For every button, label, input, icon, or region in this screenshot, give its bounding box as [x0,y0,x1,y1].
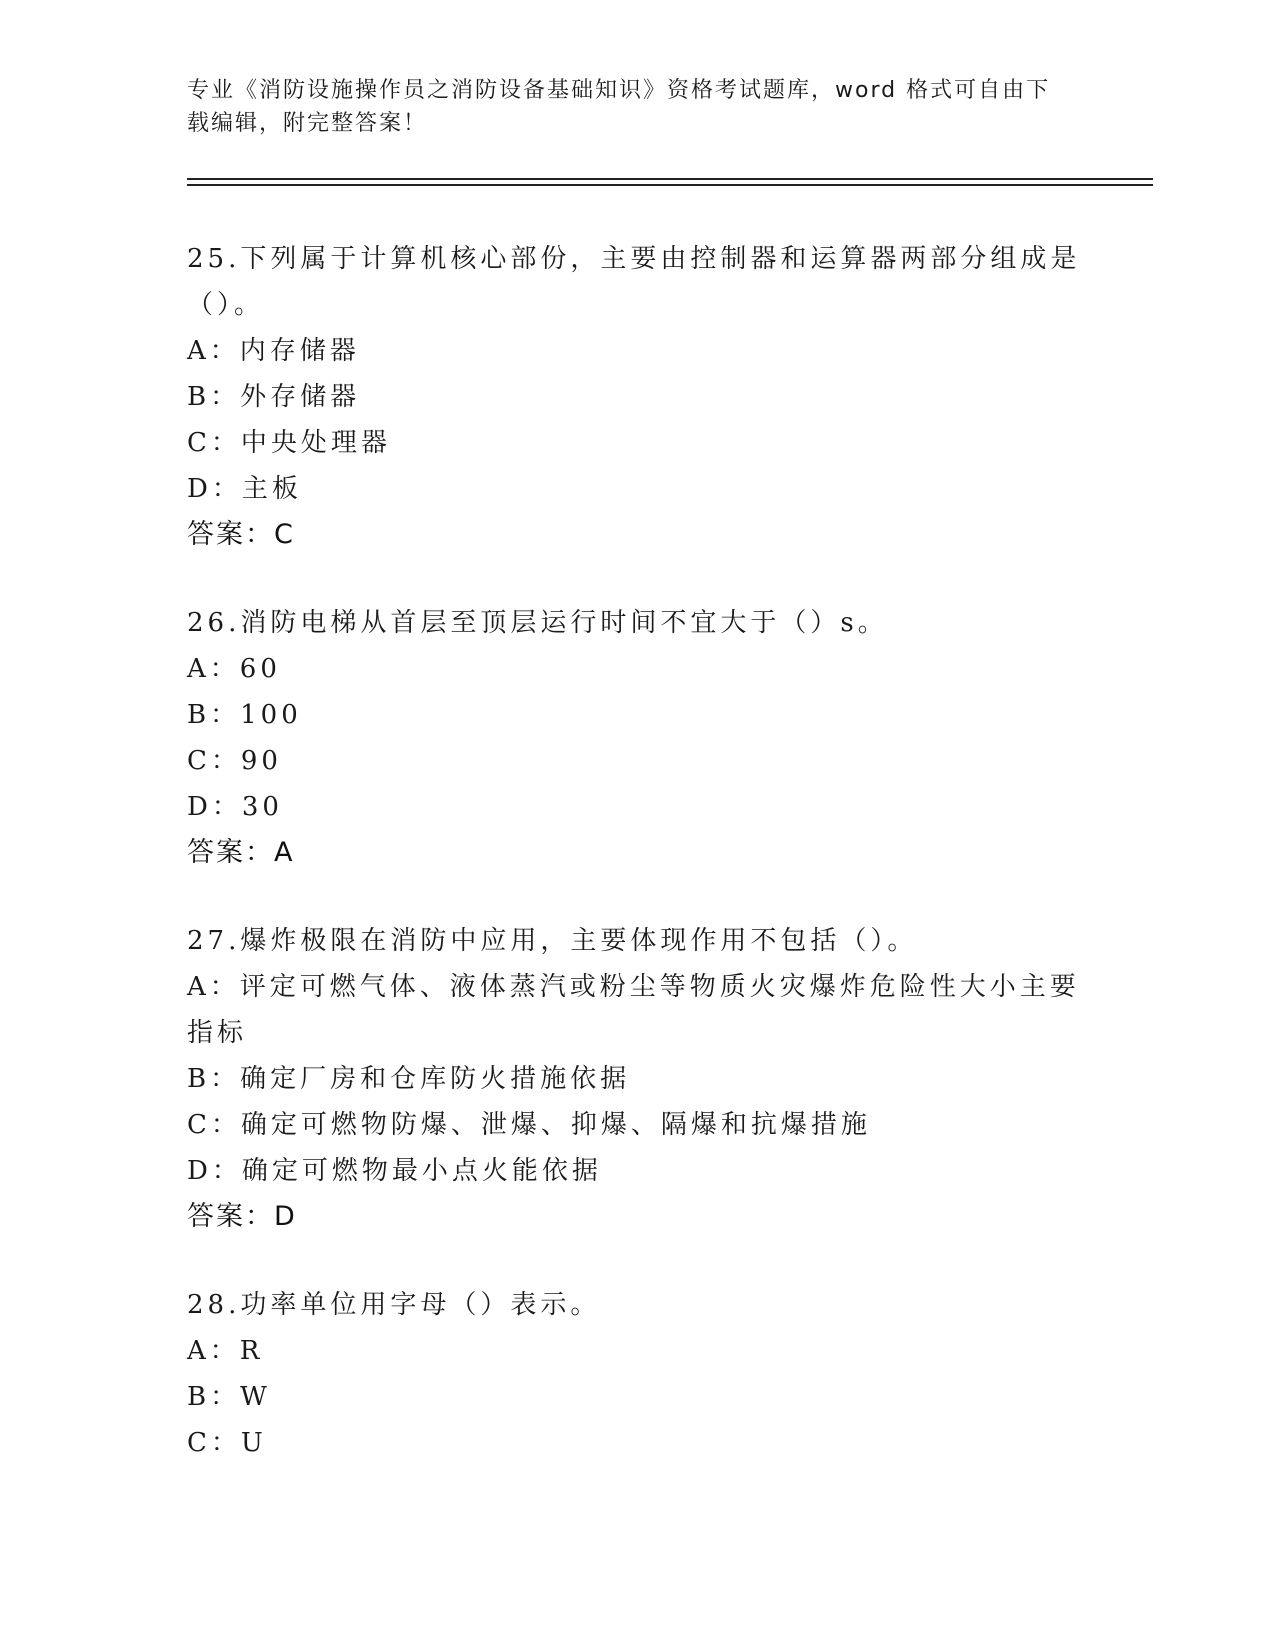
header-divider-top [187,178,1153,180]
option-a: A：评定可燃气体、液体蒸汽或粉尘等物质火灾爆炸危险性大小主要指标 [187,972,1080,1048]
option-a: A：R [187,1336,264,1366]
question-stem: 25.下列属于计算机核心部份，主要由控制器和运算器两部分组成是（）。 [187,244,1081,320]
option-a: A：内存储器 [187,336,360,366]
option-c: C：90 [187,746,282,776]
question-27 [187,918,1087,1240]
question-list [187,236,1087,1508]
option-c: C：中央处理器 [187,428,391,458]
option-c: C：U [187,1428,267,1458]
document-header [187,74,1067,140]
question-28 [187,1282,1087,1466]
option-c: C：确定可燃物防爆、泄爆、抑爆、隔爆和抗爆措施 [187,1110,871,1140]
answer: 答案：C [187,519,295,550]
question-stem: 28.功率单位用字母（）表示。 [187,1290,601,1320]
answer: 答案：D [187,1201,297,1232]
option-d: D：30 [187,792,283,822]
question-stem: 26.消防电梯从首层至顶层运行时间不宜大于（）s。 [187,608,888,638]
header-divider-bottom [187,184,1153,186]
header-line-2: 载编辑，附完整答案！ [187,111,428,136]
question-stem: 27.爆炸极限在消防中应用，主要体现作用不包括（）。 [187,926,918,956]
option-a: A：60 [187,654,281,684]
header-line-1: 专业《消防设施操作员之消防设备基础知识》资格考试题库，word 格式可自由下 [187,78,1051,103]
answer: 答案：A [187,837,295,868]
option-b: B：外存储器 [187,382,361,412]
question-26 [187,600,1087,876]
option-b: B：确定厂房和仓库防火措施依据 [187,1064,631,1094]
option-b: B：100 [187,700,302,730]
option-b: B：W [187,1382,271,1412]
question-25 [187,236,1087,558]
option-d: D：主板 [187,474,302,504]
option-d: D：确定可燃物最小点火能依据 [187,1156,602,1186]
